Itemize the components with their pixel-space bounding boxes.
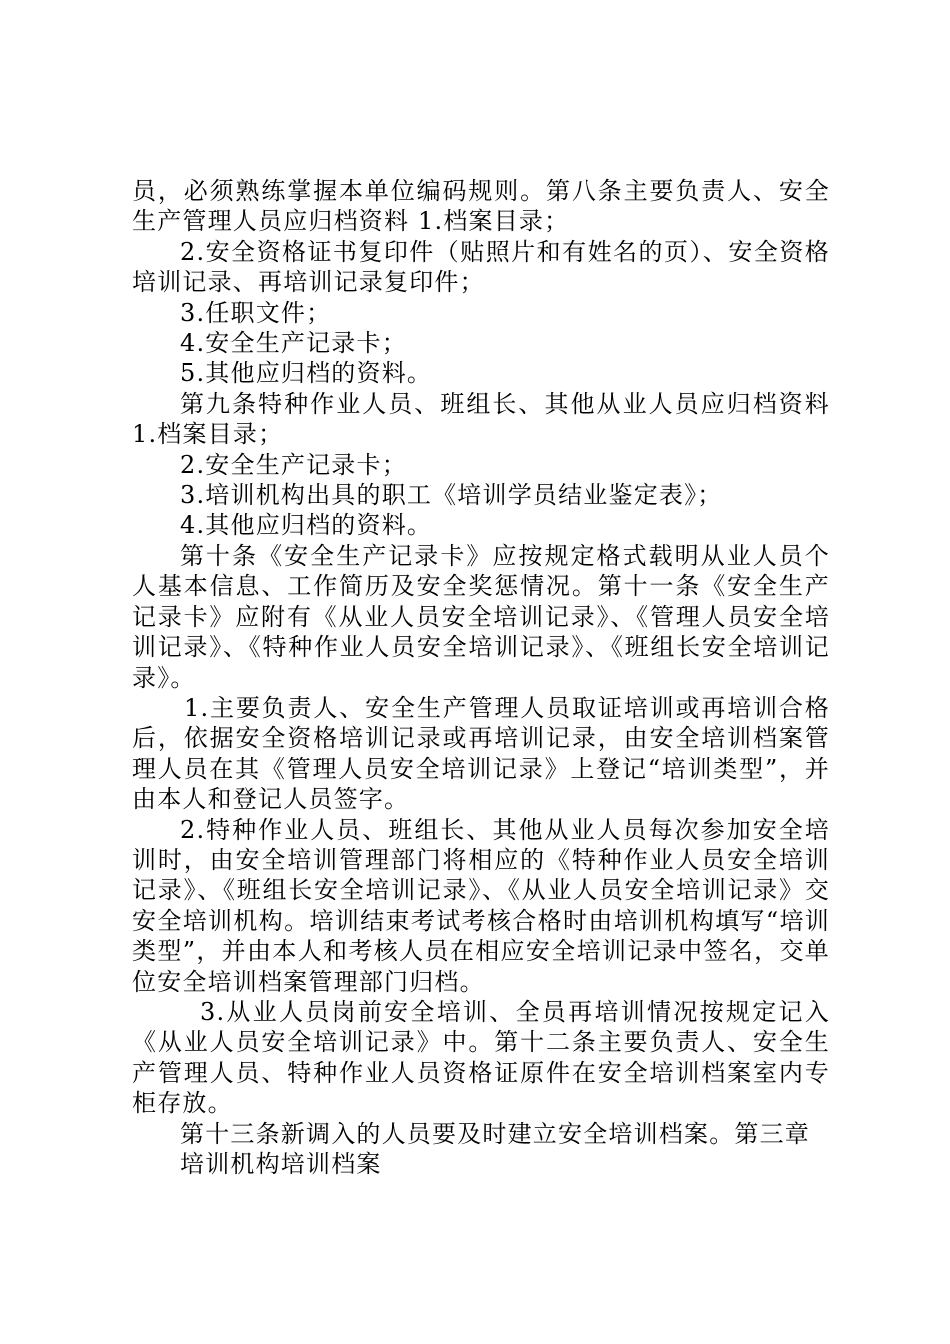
paragraph-14: 第十三条新调入的人员要及时建立安全培训档案。第三章 xyxy=(180,1119,810,1148)
paragraph-12: 2.特种作业人员、班组长、其他从业人员每次参加安全培训时，由安全培训管理部门将相应的《特种作业人员安全培训记录》、《班组长安全培训记录》、《从业人员安全培训记录》交安全培训机构。培训结束考试考核合格时由培训机构填写“培训类型”，并由本人和考核人员在相应安全培训记录中签名，交单位安全培训档案管理部门归档。 xyxy=(132,815,830,996)
paragraph-11: 1.主要负责人、安全生产管理人员取证培训或再培训合格后，依据安全资格培训记录或再培训记录，由安全培训档案管理人员在其《管理人员安全培训记录》上登记“培训类型”，并由本人和登记人员签字。 xyxy=(132,693,830,814)
paragraph-7: 2.安全生产记录卡； xyxy=(180,450,407,479)
paragraph-8: 3.培训机构出具的职工《培训学员结业鉴定表》； xyxy=(180,481,723,510)
paragraph-4: 4.安全生产记录卡； xyxy=(180,329,407,358)
paragraph-3: 3.任职文件； xyxy=(180,298,332,327)
paragraph-15: 培训机构培训档案 xyxy=(180,1150,382,1178)
paragraph-13: 3.从业人员岗前安全培训、全员再培训情况按规定记入《从业人员安全培训记录》中。第十二条主要负责人、安全生产管理人员、特种作业人员资格证原件在安全培训档案室内专柜存放。 xyxy=(132,997,830,1118)
paragraph-1: 员，必须熟练掌握本单位编码规则。第八条主要负责人、安全生产管理人员应归档资料 1.档案目录； xyxy=(132,177,830,236)
paragraph-2: 2.安全资格证书复印件（贴照片和有姓名的页）、安全资格培训记录、再培训记录复印件； xyxy=(132,237,830,297)
paragraph-6: 第九条特种作业人员、班组长、其他从业人员应归档资料 1.档案目录； xyxy=(132,389,830,449)
paragraph-5: 5.其他应归档的资料。 xyxy=(180,359,433,388)
document-page xyxy=(132,176,830,1179)
paragraph-9: 4.其他应归档的资料。 xyxy=(180,511,433,540)
paragraph-10: 第十条《安全生产记录卡》应按规定格式载明从业人员个人基本信息、工作简历及安全奖惩情况。第十一条《安全生产记录卡》应附有《从业人员安全培训记录》、《管理人员安全培训记录》、《特种作业人员安全培训记录》、《班组长安全培训记录》。 xyxy=(132,541,830,692)
